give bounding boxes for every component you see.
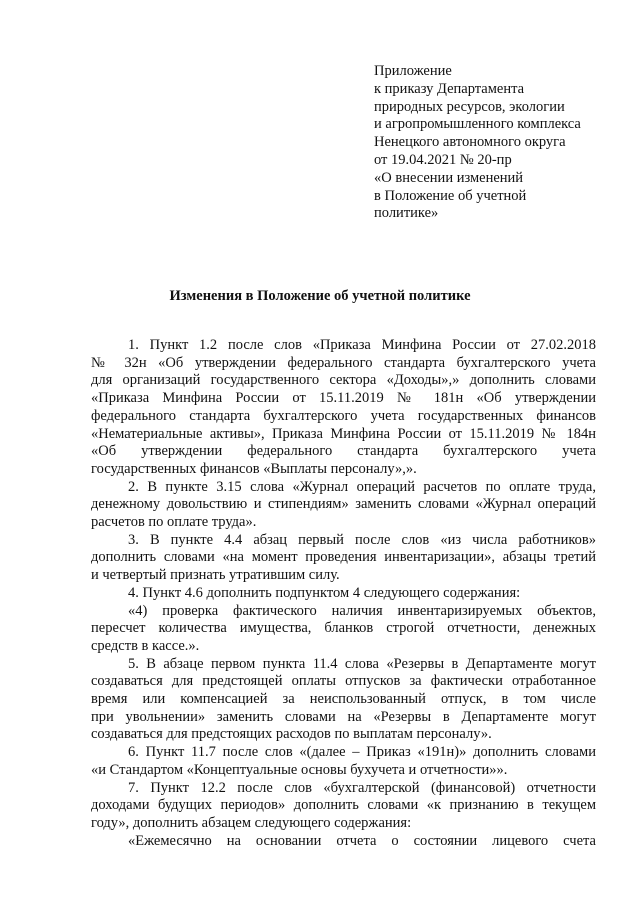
- paragraph-6: [91, 656, 596, 745]
- annex-line: в Положение об учетной: [374, 187, 527, 204]
- paragraph-3: [91, 532, 596, 585]
- annex-line: «О внесении изменений: [374, 169, 524, 186]
- paragraph-line: «и Стандартом «Концептуальные основы бухучета и отчетности»».: [91, 761, 508, 778]
- paragraph-5: [91, 603, 596, 656]
- document-title: Изменения в Положение об учетной политике: [169, 288, 471, 304]
- paragraph-line: время или компенсацией за неиспользованный отпуск, в том числе: [91, 691, 596, 708]
- paragraph-line: денежному довольствию и стипендиям» заменить словами «Журнал операций: [91, 496, 596, 513]
- paragraph-line: дополнить словами «на момент проведения инвентаризации», абзацы третий: [91, 549, 596, 566]
- annex-header: [374, 63, 614, 223]
- paragraph-line: «Приказа Минфина России от 15.11.2019 № 181н «Об утверждении: [91, 390, 596, 407]
- annex-line: политике»: [374, 205, 439, 222]
- paragraph-line: государственных финансов «Выплаты персоналу»,».: [91, 460, 417, 477]
- paragraph-line: создаваться для предстоящей оплаты отпусков за фактически отработанное: [91, 673, 596, 690]
- paragraph-line: 4. Пункт 4.6 дополнить подпунктом 4 следующего содержания:: [128, 584, 521, 601]
- paragraph-line: федерального стандарта бухгалтерского учета государственных финансов: [91, 407, 596, 424]
- paragraph-line: 5. В абзаце первом пункта 11.4 слова «Резервы в Департаменте могут: [128, 655, 596, 672]
- paragraph-line: 7. Пункт 12.2 после слов «бухгалтерской (финансовой) отчетности: [128, 779, 596, 796]
- annex-line: Ненецкого автономного округа: [374, 134, 566, 151]
- paragraph-7: [91, 744, 596, 779]
- annex-line: природных ресурсов, экологии: [374, 98, 565, 115]
- paragraph-line: году», дополнить абзацем следующего содержания:: [91, 814, 412, 831]
- paragraph-line: «Ежемесячно на основании отчета о состоянии лицевого счета: [128, 832, 596, 849]
- paragraph-line: расчетов по оплате труда».: [91, 514, 257, 531]
- annex-line: к приказу Департамента: [374, 80, 525, 97]
- paragraph-line: «Нематериальные активы», Приказа Минфина России от 15.11.2019 № 184н: [91, 425, 596, 442]
- paragraph-line: пересчет количества имущества, бланков строгой отчетности, денежных: [91, 620, 596, 637]
- paragraph-4: [91, 585, 596, 603]
- paragraph-line: 3. В пункте 4.4 абзац первый после слов «из числа работников»: [128, 531, 596, 548]
- annex-line: от 19.04.2021 № 20-пр: [374, 151, 512, 168]
- annex-line: и агропромышленного комплекса: [374, 116, 581, 133]
- paragraph-line: 6. Пункт 11.7 после слов «(далее – Приказ «191н)» дополнить словами: [128, 744, 596, 761]
- paragraph-line: создаваться для предстоящих расходов по выплатам персоналу».: [91, 726, 492, 743]
- paragraph-9: [91, 833, 596, 851]
- paragraph-line: доходами будущих периодов» дополнить словами «к признанию в текущем: [91, 797, 596, 814]
- paragraph-line: № 32н «Об утверждении федерального стандарта бухгалтерского учета: [91, 354, 596, 371]
- paragraph-2: [91, 479, 596, 532]
- paragraph-line: средств в кассе.».: [91, 637, 200, 654]
- paragraph-line: «Об утверждении федерального стандарта бухгалтерского учета: [91, 443, 596, 460]
- paragraph-line: при увольнении» заменить словами на «Резервы в Департаменте могут: [91, 708, 596, 725]
- paragraph-line: 2. В пункте 3.15 слова «Журнал операций расчетов по оплате труда,: [128, 478, 596, 495]
- document-body: [91, 337, 596, 850]
- paragraph-line: и четвертый признать утратившим силу.: [91, 567, 340, 584]
- annex-line: Приложение: [374, 63, 452, 79]
- paragraph-line: для организаций государственного сектора «Доходы»,» дополнить словами: [91, 372, 596, 389]
- paragraph-8: [91, 780, 596, 833]
- paragraph-line: 1. Пункт 1.2 после слов «Приказа Минфина России от 27.02.2018: [128, 337, 596, 353]
- paragraph-1: [91, 337, 596, 479]
- paragraph-line: «4) проверка фактического наличия инвентаризируемых объектов,: [128, 602, 596, 619]
